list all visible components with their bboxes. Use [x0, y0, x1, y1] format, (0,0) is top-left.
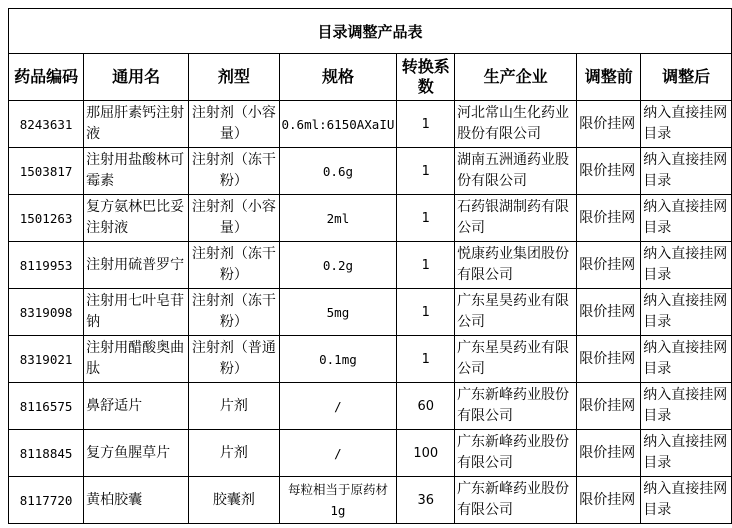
after-adjustment-cell: 纳入直接挂网目录 — [641, 242, 732, 289]
generic-name-cell: 注射用硫普罗宁 — [84, 242, 189, 289]
after-adjustment-cell: 纳入直接挂网目录 — [641, 336, 732, 383]
specification-cell: / — [279, 383, 397, 430]
table-row — [9, 148, 732, 195]
specification-cell: 5mg — [279, 289, 397, 336]
after-adjustment-cell: 纳入直接挂网目录 — [641, 289, 732, 336]
generic-name-cell: 复方鱼腥草片 — [84, 430, 189, 477]
header-code: 药品编码 — [9, 54, 84, 101]
specification-cell: 0.1mg — [279, 336, 397, 383]
dosage-form-cell: 注射剂（小容量） — [189, 101, 279, 148]
header-dosage-form: 剂型 — [189, 54, 279, 101]
dosage-form-cell: 注射剂（小容量） — [189, 195, 279, 242]
manufacturer-cell: 湖南五洲通药业股份有限公司 — [455, 148, 577, 195]
manufacturer-cell: 悦康药业集团股份有限公司 — [455, 242, 577, 289]
table-title: 目录调整产品表 — [9, 9, 732, 54]
table-row — [9, 336, 732, 383]
generic-name-cell: 鼻舒适片 — [84, 383, 189, 430]
generic-name-cell: 那屈肝素钙注射液 — [84, 101, 189, 148]
header-specification: 规格 — [279, 54, 397, 101]
conversion-factor-cell: 1 — [397, 336, 455, 383]
before-adjustment-cell: 限价挂网 — [577, 477, 641, 524]
before-adjustment-cell: 限价挂网 — [577, 289, 641, 336]
header-manufacturer: 生产企业 — [455, 54, 577, 101]
generic-name-cell: 注射用盐酸林可霉素 — [84, 148, 189, 195]
conversion-factor-cell: 60 — [397, 383, 455, 430]
before-adjustment-cell: 限价挂网 — [577, 430, 641, 477]
conversion-factor-cell: 1 — [397, 289, 455, 336]
after-adjustment-cell: 纳入直接挂网目录 — [641, 477, 732, 524]
table-row — [9, 430, 732, 477]
before-adjustment-cell: 限价挂网 — [577, 242, 641, 289]
specification-cell: 0.2g — [279, 242, 397, 289]
header-before-adjustment: 调整前 — [577, 54, 641, 101]
manufacturer-cell: 广东新峰药业股份有限公司 — [455, 383, 577, 430]
conversion-factor-cell: 1 — [397, 195, 455, 242]
generic-name-cell: 复方氨林巴比妥注射液 — [84, 195, 189, 242]
generic-name-cell: 注射用醋酸奥曲肽 — [84, 336, 189, 383]
dosage-form-cell: 注射剂（冻干粉） — [189, 289, 279, 336]
table-row — [9, 242, 732, 289]
specification-cell: 2ml — [279, 195, 397, 242]
before-adjustment-cell: 限价挂网 — [577, 148, 641, 195]
header-after-adjustment: 调整后 — [641, 54, 732, 101]
conversion-factor-cell: 1 — [397, 242, 455, 289]
dosage-form-cell: 注射剂（普通粉） — [189, 336, 279, 383]
title-row — [9, 9, 732, 54]
drug-code-cell: 8118845 — [9, 430, 84, 477]
table-row — [9, 289, 732, 336]
before-adjustment-cell: 限价挂网 — [577, 336, 641, 383]
table-row — [9, 477, 732, 524]
drug-code-cell: 8319021 — [9, 336, 84, 383]
table-row — [9, 383, 732, 430]
generic-name-cell: 黄柏胶囊 — [84, 477, 189, 524]
dosage-form-cell: 注射剂（冻干粉） — [189, 242, 279, 289]
manufacturer-cell: 石药银湖制药有限公司 — [455, 195, 577, 242]
dosage-form-cell: 胶囊剂 — [189, 477, 279, 524]
drug-code-cell: 8319098 — [9, 289, 84, 336]
manufacturer-cell: 河北常山生化药业股份有限公司 — [455, 101, 577, 148]
dosage-form-cell: 注射剂（冻干粉） — [189, 148, 279, 195]
conversion-factor-cell: 36 — [397, 477, 455, 524]
after-adjustment-cell: 纳入直接挂网目录 — [641, 195, 732, 242]
before-adjustment-cell: 限价挂网 — [577, 383, 641, 430]
header-row — [9, 54, 732, 101]
conversion-factor-cell: 1 — [397, 148, 455, 195]
drug-code-cell: 1503817 — [9, 148, 84, 195]
table-row — [9, 195, 732, 242]
drug-code-cell: 8119953 — [9, 242, 84, 289]
specification-cell: 每粒相当于原药材1g — [279, 477, 397, 524]
conversion-factor-cell: 1 — [397, 101, 455, 148]
after-adjustment-cell: 纳入直接挂网目录 — [641, 101, 732, 148]
specification-cell: / — [279, 430, 397, 477]
manufacturer-cell: 广东新峰药业股份有限公司 — [455, 477, 577, 524]
dosage-form-cell: 片剂 — [189, 430, 279, 477]
drug-code-cell: 8243631 — [9, 101, 84, 148]
manufacturer-cell: 广东新峰药业股份有限公司 — [455, 430, 577, 477]
generic-name-cell: 注射用七叶皂苷钠 — [84, 289, 189, 336]
table-row — [9, 101, 732, 148]
conversion-factor-cell: 100 — [397, 430, 455, 477]
specification-cell: 0.6ml:6150AXaIU — [279, 101, 397, 148]
product-adjustment-table — [8, 8, 732, 524]
after-adjustment-cell: 纳入直接挂网目录 — [641, 383, 732, 430]
before-adjustment-cell: 限价挂网 — [577, 195, 641, 242]
drug-code-cell: 8116575 — [9, 383, 84, 430]
drug-code-cell: 8117720 — [9, 477, 84, 524]
after-adjustment-cell: 纳入直接挂网目录 — [641, 430, 732, 477]
manufacturer-cell: 广东星昊药业有限公司 — [455, 289, 577, 336]
manufacturer-cell: 广东星昊药业有限公司 — [455, 336, 577, 383]
after-adjustment-cell: 纳入直接挂网目录 — [641, 148, 732, 195]
header-conversion-factor: 转换系数 — [397, 54, 455, 101]
specification-cell: 0.6g — [279, 148, 397, 195]
header-generic-name: 通用名 — [84, 54, 189, 101]
before-adjustment-cell: 限价挂网 — [577, 101, 641, 148]
drug-code-cell: 1501263 — [9, 195, 84, 242]
dosage-form-cell: 片剂 — [189, 383, 279, 430]
